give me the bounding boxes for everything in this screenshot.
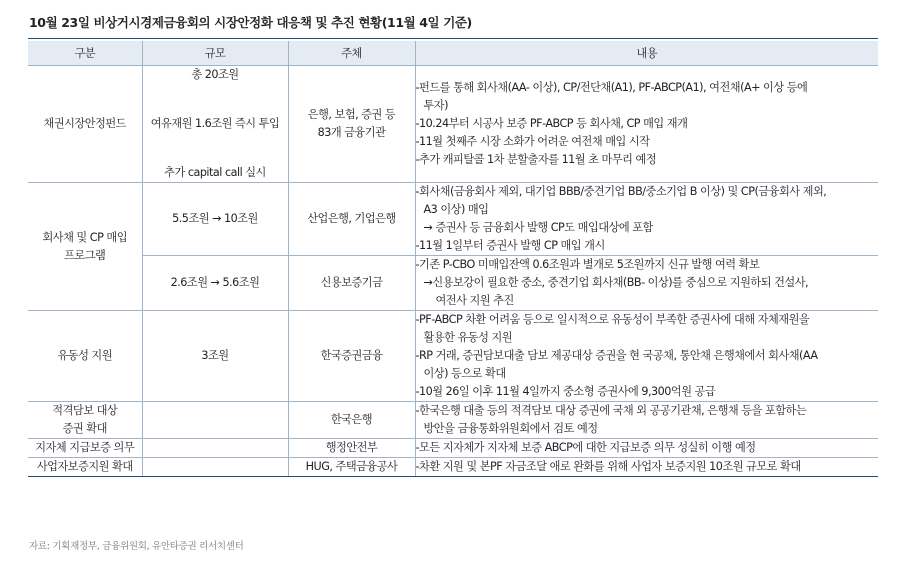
- row-entity: [288, 439, 415, 458]
- content-line: -10.24부터 시공사 보증 PF-ABCP 등 회사채, CP 매입 재개: [415, 117, 688, 130]
- table-title: 10월 23일 비상거시경제금융회의 시장안정화 대응책 및 추진 현황(11월 4일 기준): [29, 15, 472, 30]
- title-rule: [28, 38, 878, 39]
- entity-text: 산업은행, 기업은행: [307, 212, 396, 225]
- content-line: → 증권사 등 금융회사 발행 CP도 매입대상에 포함: [423, 221, 653, 234]
- row-content: [415, 458, 878, 477]
- content-line: 활용한 유동성 지원: [423, 331, 513, 344]
- content-line: -펀드를 통해 회사채(AA- 이상), CP/전단채(A1), PF-ABCP(A1), 여전채(A+ 이상 등에: [415, 81, 808, 94]
- column-header-entity: 주체: [288, 41, 415, 66]
- source-note: 자료: 기획재정부, 금융위원회, 유안타증권 리서치센터: [29, 541, 244, 552]
- content-line: -10월 26일 이후 11월 4일까지 중소형 증권사에 9,300억원 공급: [415, 385, 716, 398]
- scale-text: 5.5조원 → 10조원: [172, 212, 258, 225]
- entity-text: 한국증권금융: [320, 349, 383, 362]
- table-row: [28, 256, 878, 311]
- content-line: 투자): [423, 99, 448, 112]
- row-entity: [288, 66, 415, 183]
- content-line: -모든 지자체가 지자체 보증 ABCP에 대한 지급보증 의무 성실히 이행 예정: [415, 441, 756, 454]
- row-category: [28, 439, 142, 458]
- row-entity: [288, 256, 415, 311]
- entity-text: 행정안전부: [325, 441, 378, 454]
- table-row: [28, 458, 878, 477]
- row-scale: [142, 256, 288, 311]
- entity-text: 신용보증기금: [320, 276, 383, 289]
- row-content: [415, 256, 878, 311]
- content-line: -차환 지원 및 본PF 자금조달 애로 완화를 위해 사업자 보증지원 10조원 규모로 확대: [415, 460, 801, 473]
- row-content: [415, 311, 878, 402]
- table-header-row: [28, 41, 878, 66]
- row-category: [28, 183, 142, 311]
- table-row: [28, 439, 878, 458]
- row-scale: [142, 402, 288, 439]
- column-header-content: 내용: [415, 41, 878, 66]
- content-line: -11월 첫째주 시장 소화가 어려운 여전채 매입 시작: [415, 135, 650, 148]
- row-entity: [288, 402, 415, 439]
- row-category: [28, 402, 142, 439]
- scale-line: 추가 capital call 실시: [164, 166, 266, 179]
- content-line: -한국은행 대출 등의 적격담보 대상 증권에 국채 외 공공기관채, 은행채 등을 포함하는: [415, 404, 807, 417]
- row-category: [28, 311, 142, 402]
- scale-line: 총 20조원: [191, 68, 239, 81]
- row-content: [415, 402, 878, 439]
- scale-text: 2.6조원 → 5.6조원: [170, 276, 260, 289]
- row-scale: [142, 458, 288, 477]
- content-line: 이상) 등으로 확대: [423, 367, 506, 380]
- content-line: -PF-ABCP 차환 어려움 등으로 일시적으로 유동성이 부족한 증권사에 대해 자체재원을: [415, 313, 810, 326]
- category-text: 채권시장안정펀드: [43, 117, 126, 130]
- entity-text: HUG, 주택금융공사: [305, 460, 398, 473]
- row-category: [28, 66, 142, 183]
- column-header-scale: 규모: [142, 41, 288, 66]
- content-line: -기존 P-CBO 미매입잔액 0.6조원과 별개로 5조원까지 신규 발행 여력 확보: [415, 258, 760, 271]
- row-entity: [288, 183, 415, 256]
- row-entity: [288, 311, 415, 402]
- content-line: -11월 1일부터 증권사 발행 CP 매입 개시: [415, 239, 605, 252]
- table-row: [28, 311, 878, 402]
- column-header-category: 구분: [28, 41, 142, 66]
- table-row: [28, 66, 878, 183]
- scale-text: 3조원: [201, 349, 229, 362]
- row-scale: [142, 66, 288, 183]
- category-text: 회사채 및 CP 매입: [42, 230, 128, 244]
- entity-text: 한국은행: [330, 413, 373, 426]
- content-line: -RP 거래, 증권담보대출 담보 제공대상 증권을 현 국공채, 통안채 은행채에서 회사채(AA: [415, 349, 818, 362]
- content-line: →신용보강이 필요한 중소, 중견기업 회사채(BB- 이상)를 중심으로 지원하되 건설사,: [423, 276, 809, 289]
- content-line: 방안을 금융통화위원회에서 검토 예정: [423, 422, 598, 435]
- row-entity: [288, 458, 415, 477]
- entity-line: 은행, 보험, 증권 등: [307, 108, 396, 121]
- row-scale: [142, 311, 288, 402]
- table-row: [28, 183, 878, 256]
- category-text: 유동성 지원: [57, 349, 113, 362]
- row-content: [415, 183, 878, 256]
- content-line: A3 이상) 매입: [423, 203, 489, 216]
- category-text: 프로그램: [64, 248, 106, 262]
- category-text: 적격담보 대상: [52, 404, 118, 417]
- table-row: [28, 402, 878, 439]
- content-line: -회사채(금융회사 제외, 대기업 BBB/중견기업 BB/중소기업 B 이상) 및 CP(금융회사 제외,: [415, 185, 827, 198]
- category-text: 증권 확대: [62, 422, 107, 435]
- content-line: -추가 캐피탈콜 1차 분할출자를 11월 초 마무리 예정: [415, 153, 657, 166]
- row-content: [415, 439, 878, 458]
- row-content: [415, 66, 878, 183]
- content-line: 여전사 지원 추진: [435, 294, 514, 307]
- category-text: 지자체 지급보증 의무: [35, 441, 135, 454]
- measures-table: [28, 41, 878, 477]
- row-scale: [142, 183, 288, 256]
- row-category: [28, 458, 142, 477]
- scale-line: 여유재원 1.6조원 즉시 투입: [150, 117, 280, 130]
- row-scale: [142, 439, 288, 458]
- entity-line: 83개 금융기관: [317, 126, 386, 139]
- category-text: 사업자보증지원 확대: [36, 460, 133, 473]
